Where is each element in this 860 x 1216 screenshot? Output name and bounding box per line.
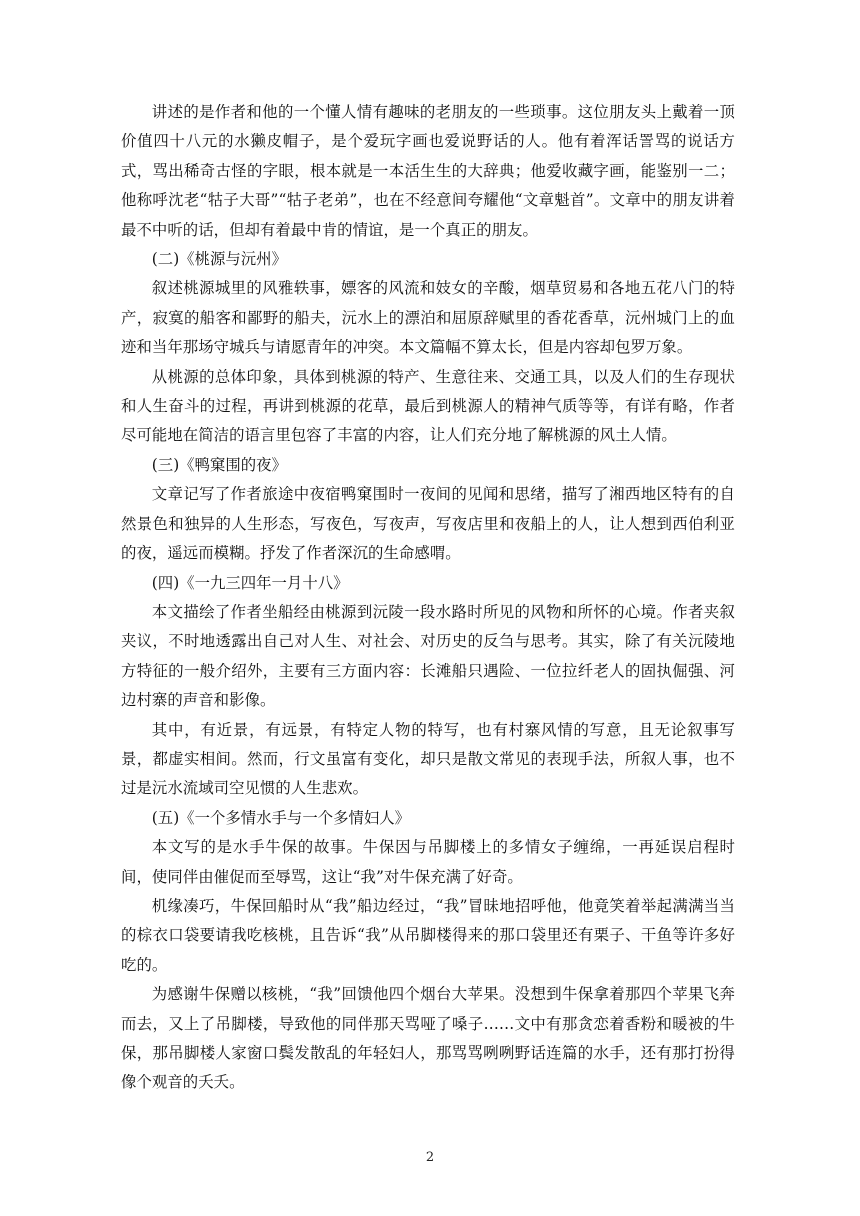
body-paragraph: 机缘凑巧，牛保回船时从“我”船边经过，“我”冒昧地招呼他，他竟笑着举起满满当当的棕衣口袋要请我吃核桃，且告诉“我”从吊脚楼得来的那口袋里还有栗子、干鱼等许多好吃的。 — [121, 896, 735, 974]
section-heading: (三)《鸭窠围的夜》 — [151, 455, 287, 474]
section-heading: (五)《一个多情水手与一个多情妇人》 — [151, 808, 411, 827]
body-paragraph: 文章记写了作者旅途中夜宿鸭窠围时一夜间的见闻和思绪，描写了湘西地区特有的自然景色和独异的人生形态，写夜色，写夜声，写夜店里和夜船上的人，让人想到西伯利亚的夜，遥远而模糊。抒发了作者深沉的生命感喟。 — [121, 485, 735, 563]
page-number: 2 — [425, 1150, 435, 1165]
body-paragraph: 为感谢牛保赠以核桃，“我”回馈他四个烟台大苹果。没想到牛保拿着那四个苹果飞奔而去，又上了吊脚楼，导致他的同伴那天骂哑了嗓子……文中有那贪恋着香粉和暖被的牛保，那吊脚楼人家窗口鬓发散乱的年轻妇人，那骂骂咧咧野话连篇的水手，还有那打扮得像个观音的夭夭。 — [121, 985, 735, 1092]
section-heading: (四)《一九三四年一月十八》 — [151, 573, 349, 592]
body-paragraph: 叙述桃源城里的风雅轶事，嫖客的风流和妓女的辛酸，烟草贸易和各地五花八门的特产，寂寞的船客和鄙野的船夫，沅水上的漂泊和屈原辞赋里的香花香草，沅州城门上的血迹和当年那场守城兵与请愿青年的冲突。本文篇幅不算太长，但是内容却包罗万象。 — [121, 279, 735, 357]
body-paragraph: 其中，有近景，有远景，有特定人物的特写，也有村寨风情的写意，且无论叙事写景，都虚实相间。然而，行文虽富有变化，却只是散文常见的表现手法，所叙人事，也不过是沅水流域司空见惯的人生悲欢。 — [121, 720, 735, 798]
body-paragraph: 本文写的是水手牛保的故事。牛保因与吊脚楼上的多情女子缠绵，一再延误启程时间，使同伴由催促而至辱骂，这让“我”对牛保充满了好奇。 — [121, 838, 735, 886]
section-heading: (二)《桃源与沅州》 — [151, 250, 287, 269]
body-paragraph: 讲述的是作者和他的一个懂人情有趣味的老朋友的一些琐事。这位朋友头上戴着一顶价值四十八元的水獭皮帽子，是个爱玩字画也爱说野话的人。他有着浑话詈骂的说话方式，骂出稀奇古怪的字眼，根本就是一本活生生的大辞典；他爱收藏字画，能鉴别一二；他称呼沈老“牯子大哥”“牯子老弟”，也在不经意间夸耀他“文章魁首”。文章中的朋友讲着最不中听的话，但却有着最中肯的情谊，是一个真正的朋友。 — [121, 103, 735, 239]
body-paragraph: 从桃源的总体印象，具体到桃源的特产、生意往来、交通工具，以及人们的生存现状和人生奋斗的过程，再讲到桃源的花草，最后到桃源人的精神气质等等，有详有略，作者尽可能地在简洁的语言里包容了丰富的内容，让人们充分地了解桃源的风土人情。 — [121, 367, 735, 445]
document-body — [121, 98, 735, 1098]
body-paragraph: 本文描绘了作者坐船经由桃源到沅陵一段水路时所见的风物和所怀的心境。作者夹叙夹议，不时地透露出自己对人生、对社会、对历史的反刍与思考。其实，除了有关沅陵地方特征的一般介绍外，主要有三方面内容：长滩船只遇险、一位拉纤老人的固执倔强、河边村寨的声音和影像。 — [121, 602, 735, 710]
